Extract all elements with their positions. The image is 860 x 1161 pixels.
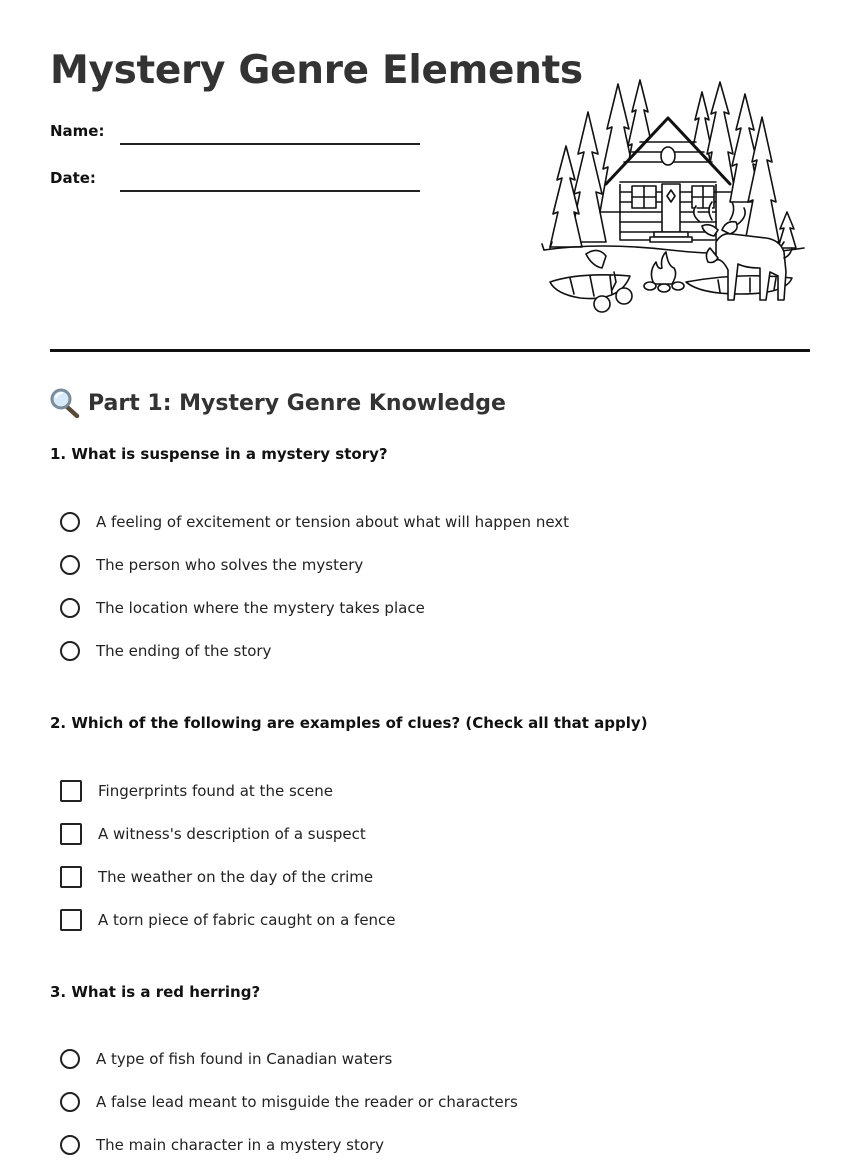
radio-button[interactable] xyxy=(60,1092,80,1112)
page-title: Mystery Genre Elements xyxy=(50,48,583,93)
q1-option-2[interactable] xyxy=(60,552,363,578)
checkbox[interactable] xyxy=(60,909,82,931)
part1-title-text: Part 1: Mystery Genre Knowledge xyxy=(88,390,506,416)
question-2: 2. Which of the following are examples of clues? (Check all that apply) xyxy=(50,714,648,732)
q1-option-3[interactable] xyxy=(60,595,425,621)
q3-option-1[interactable] xyxy=(60,1046,392,1072)
q2-option-4[interactable] xyxy=(60,907,396,933)
q1-option-1[interactable] xyxy=(60,509,569,535)
name-field[interactable] xyxy=(120,143,420,145)
option-label: The location where the mystery takes place xyxy=(96,599,425,617)
option-label: The main character in a mystery story xyxy=(96,1136,385,1154)
q3-option-3[interactable] xyxy=(60,1132,384,1158)
checkbox[interactable] xyxy=(60,823,82,845)
option-label: A witness's description of a suspect xyxy=(98,825,366,843)
option-label: The person who solves the mystery xyxy=(96,556,364,574)
part1-title xyxy=(50,388,506,418)
option-label: A type of fish found in Canadian waters xyxy=(96,1050,393,1068)
radio-button[interactable] xyxy=(60,512,80,532)
option-label: A torn piece of fabric caught on a fence xyxy=(98,911,396,929)
name-label: Name: xyxy=(50,122,105,140)
q1-option-4[interactable] xyxy=(60,638,271,664)
q2-option-2[interactable] xyxy=(60,821,366,847)
checkbox[interactable] xyxy=(60,780,82,802)
q2-option-1[interactable] xyxy=(60,778,333,804)
option-label: The weather on the day of the crime xyxy=(98,868,374,886)
date-label: Date: xyxy=(50,169,96,187)
radio-button[interactable] xyxy=(60,555,80,575)
radio-button[interactable] xyxy=(60,1135,80,1155)
cabin-illustration-icon xyxy=(540,72,808,320)
radio-button[interactable] xyxy=(60,598,80,618)
question-3: 3. What is a red herring? xyxy=(50,983,261,1001)
option-label: Fingerprints found at the scene xyxy=(98,782,333,800)
q2-option-3[interactable] xyxy=(60,864,373,890)
option-label: The ending of the story xyxy=(96,642,272,660)
magnifying-glass-icon xyxy=(50,388,80,418)
option-label: A false lead meant to misguide the reader or characters xyxy=(96,1093,518,1111)
checkbox[interactable] xyxy=(60,866,82,888)
date-field[interactable] xyxy=(120,190,420,192)
radio-button[interactable] xyxy=(60,1049,80,1069)
question-1: 1. What is suspense in a mystery story? xyxy=(50,445,388,463)
section-divider xyxy=(50,349,810,352)
q3-option-2[interactable] xyxy=(60,1089,518,1115)
radio-button[interactable] xyxy=(60,641,80,661)
option-label: A feeling of excitement or tension about what will happen next xyxy=(96,513,570,531)
